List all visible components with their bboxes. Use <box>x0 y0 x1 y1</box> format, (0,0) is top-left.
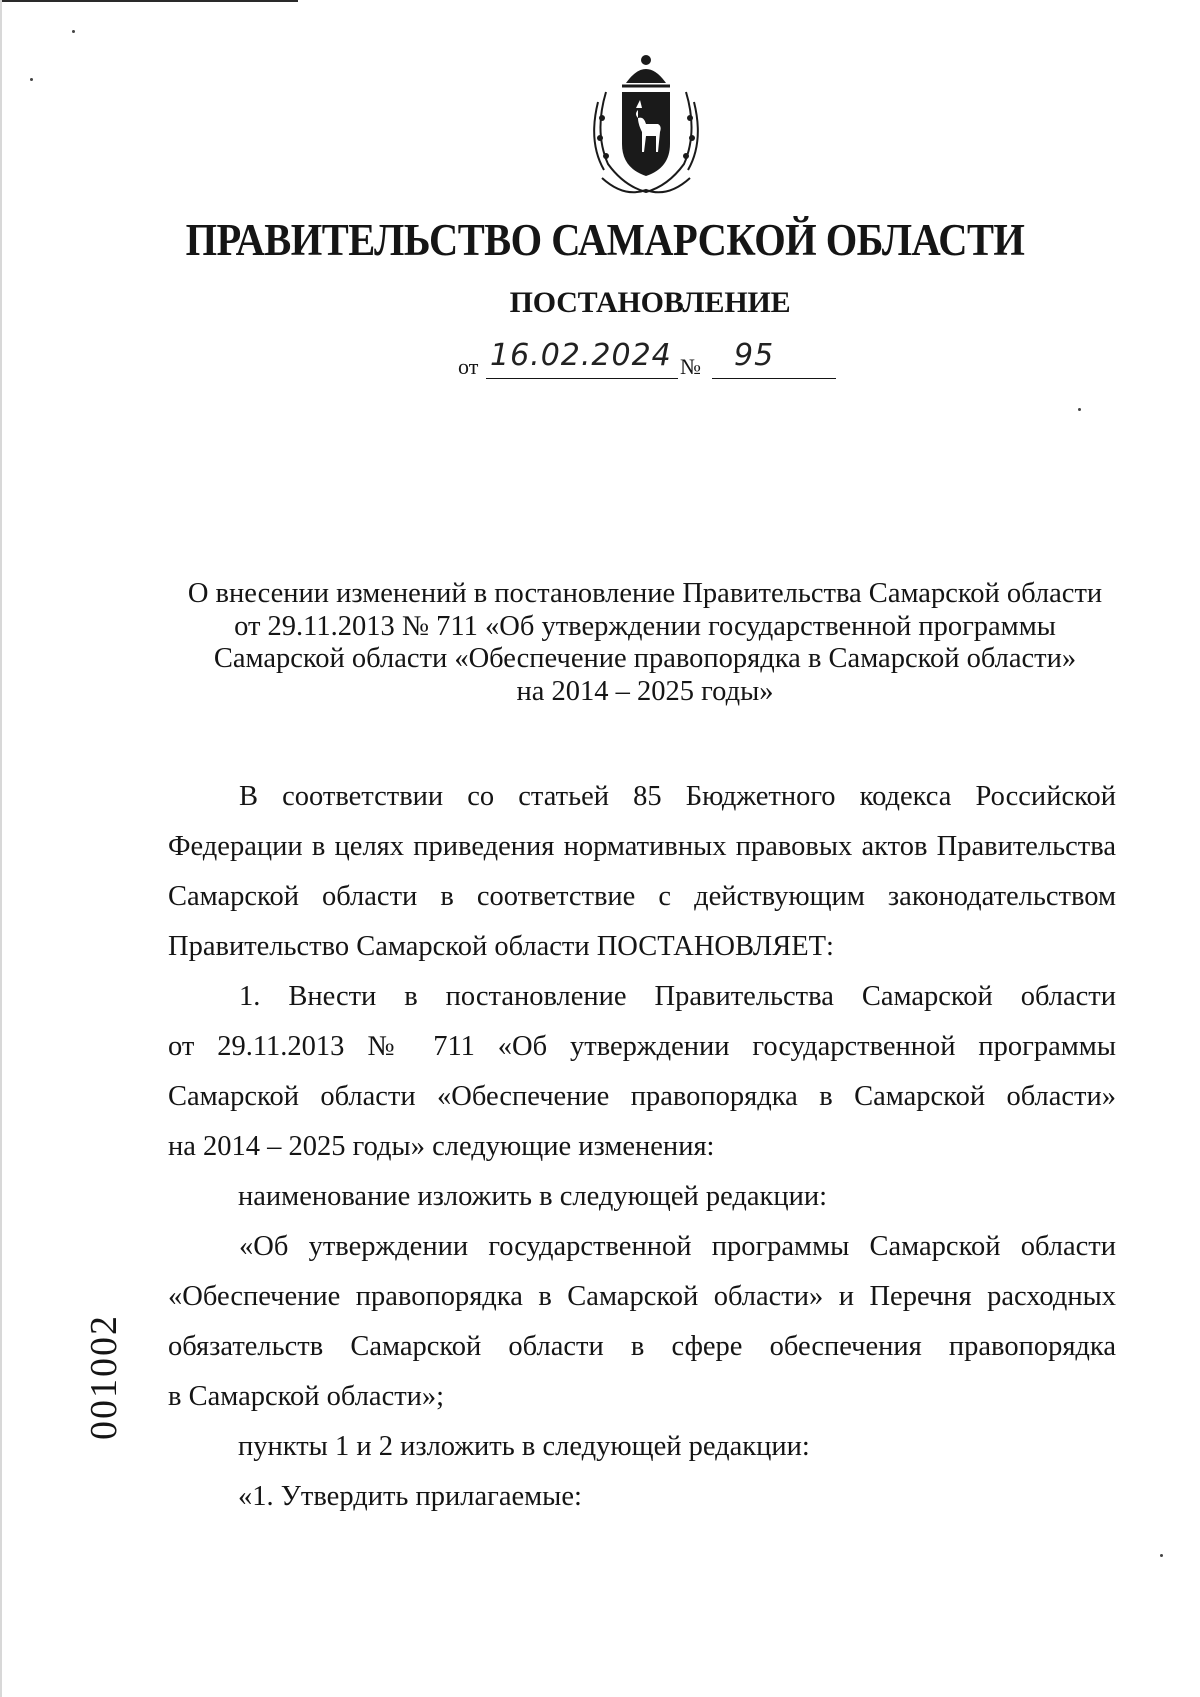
preamble-line: Федерации в целях приведения нормативных правовых актов Правительства <box>168 831 1116 862</box>
scan-speck <box>1078 408 1081 411</box>
item1-line: Самарской области «Обеспечение правопорядка в Самарской области» <box>168 1081 1116 1112</box>
new-name-line: в Самарской области»; <box>168 1381 445 1412</box>
preamble-line: В соответствии со статьей 85 Бюджетного кодекса Российской <box>239 781 1116 812</box>
points-intro: пункты 1 и 2 изложить в следующей редакции: <box>238 1431 810 1462</box>
margin-code: 001002 <box>83 1314 125 1440</box>
item1-line: 1. Внести в постановление Правительства Самарской области <box>239 981 1116 1012</box>
new-name-line: «Обеспечение правопорядка в Самарской области» и Перечня расходных <box>168 1281 1116 1312</box>
government-title: ПРАВИТЕЛЬСТВО САМАРСКОЙ ОБЛАСТИ <box>185 215 1025 265</box>
preamble-line: Правительство Самарской области ПОСТАНОВЛЯЕТ: <box>168 931 834 962</box>
document-subject <box>160 578 1130 708</box>
number-prefix: № <box>680 354 701 379</box>
rename-intro: наименование изложить в следующей редакции: <box>238 1181 828 1212</box>
date-prefix: от <box>458 354 479 379</box>
new-name-line: обязательств Самарской области в сфере обеспечения правопорядка <box>168 1331 1116 1362</box>
item1-line: на 2014 – 2025 годы» следующие изменения: <box>168 1131 715 1162</box>
handwritten-number: 95 <box>734 338 775 373</box>
page-edge <box>0 0 2 1697</box>
subject-line: О внесении изменений в постановление Правительства Самарской области <box>187 578 1103 609</box>
scan-speck <box>1160 1554 1163 1557</box>
handwritten-date: 16.02.2024 <box>490 338 672 373</box>
scan-edge-line <box>0 0 298 2</box>
item1-line: от 29.11.2013 № 711 «Об утверждении государственной программы <box>168 1031 1116 1062</box>
number-underline <box>712 378 836 379</box>
scan-speck <box>72 30 75 33</box>
approve-line: «1. Утвердить прилагаемые: <box>238 1481 582 1512</box>
samara-coat-of-arms-icon <box>584 52 708 198</box>
preamble-line: Самарской области в соответствие с действующим законодательством <box>168 881 1116 912</box>
subject-line: на 2014 – 2025 годы» <box>516 675 774 707</box>
subject-line: от 29.11.2013 № 711 «Об утверждении государственной программы <box>234 610 1056 642</box>
document-type: ПОСТАНОВЛЕНИЕ <box>509 286 791 319</box>
scan-speck <box>30 78 33 81</box>
date-underline <box>486 378 678 379</box>
document-body <box>168 772 1116 1522</box>
subject-line: Самарской области «Обеспечение правопорядка в Самарской области» <box>213 643 1077 674</box>
new-name-line: «Об утверждении государственной программы Самарской области <box>239 1231 1116 1262</box>
